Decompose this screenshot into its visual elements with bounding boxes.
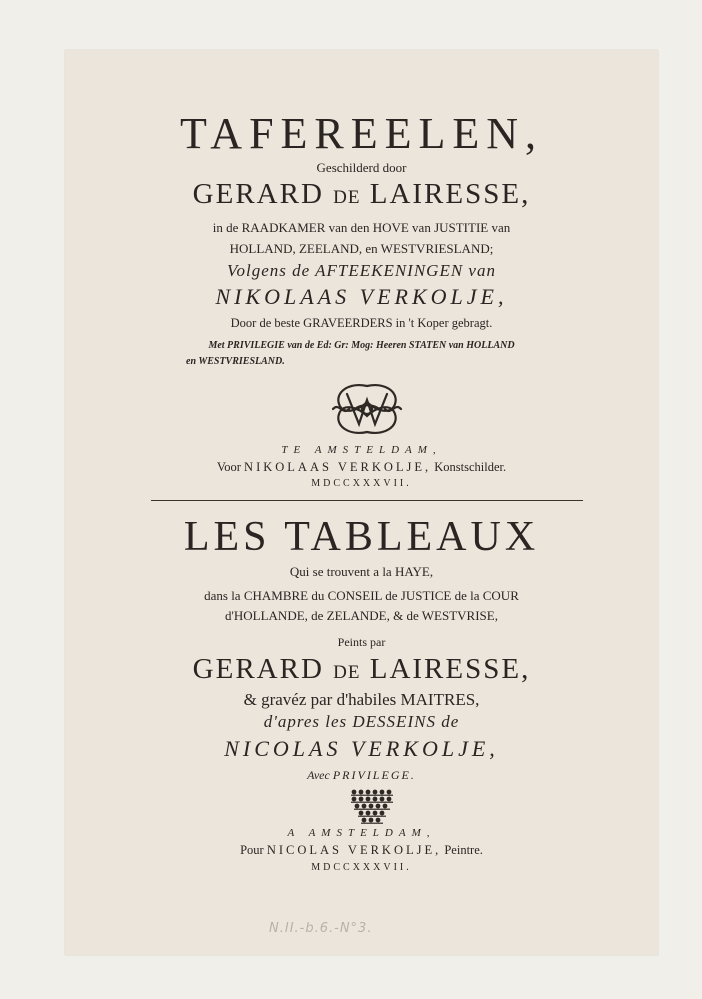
publisher-role: Konstschilder. [434, 460, 507, 474]
dutch-imprint-date: MDCCXXXVII. [311, 478, 412, 489]
section-divider [151, 500, 583, 501]
french-draughtsman: NICOLAS VERKOLJE, [224, 736, 499, 761]
publisher-name: NICOLAS VERKOLJE, [266, 843, 442, 857]
dutch-volgens-line: Volgens de AFTEEKENINGEN van [227, 261, 496, 280]
dutch-imprint-publisher [65, 460, 658, 475]
painter-last-name: LAIRESSE, [369, 178, 531, 210]
publisher-prefix: Voor [216, 460, 241, 474]
painter-first-name: GERARD [192, 178, 324, 210]
dutch-painter-name [65, 178, 658, 211]
dutch-privilege-line-1: Met PRIVILEGIE van de Ed: Gr: Mog: Heeren STATEN van HOLLAND [208, 340, 515, 351]
publisher-prefix: Pour [240, 843, 264, 857]
painter-first-name: GERARD [192, 653, 324, 685]
fleuron-ornament-icon [345, 788, 399, 828]
dutch-location-line: in de RAADKAMER van den HOVE van JUSTITIE van [212, 220, 511, 235]
privilege-prefix: Avec [307, 768, 330, 782]
french-dapres-line: d'apres les DESSEINS de [263, 712, 460, 731]
dutch-imprint-place: TE AMSTELDAM, [281, 444, 442, 456]
dutch-subtitle: Geschilderd door [316, 160, 407, 175]
monogram-ornament-icon [329, 380, 405, 438]
privilege-word: PRIVILEGE. [332, 768, 416, 782]
title-page-sheet [65, 50, 658, 955]
painter-last-name: LAIRESSE, [369, 653, 531, 685]
pencil-shelfmark: N.II.-b.6.-N°3. [269, 921, 373, 936]
french-imprint-place: A AMSTELDAM, [287, 827, 436, 839]
french-privilege-line [65, 768, 658, 783]
dutch-provinces-line: HOLLAND, ZEELAND, en WESTVRIESLAND; [229, 241, 494, 256]
french-chamber-line: dans la CHAMBRE du CONSEIL de JUSTICE de la COUR [204, 588, 519, 603]
french-provinces-line: d'HOLLANDE, de ZELANDE, & de WESTVRISE, [225, 608, 498, 623]
french-imprint-date: MDCCXXXVII. [311, 862, 412, 873]
dutch-title: TAFEREELEN, [179, 109, 544, 158]
french-engravers-line: & gravéz par d'habiles MAITRES, [243, 690, 480, 709]
dutch-privilege-line-2: en WESTVRIESLAND. [186, 356, 285, 367]
dutch-draughtsman: NIKOLAAS VERKOLJE, [215, 284, 508, 309]
french-peints-line: Peints par [337, 635, 386, 649]
french-painter-name [65, 653, 658, 686]
publisher-name: NIKOLAAS VERKOLJE, [244, 460, 432, 474]
painter-particle: DE [333, 662, 361, 683]
publisher-role: Peintre. [444, 843, 483, 857]
french-imprint-publisher [65, 843, 658, 858]
dutch-engravers-line: Door de beste GRAVEERDERS in 't Koper gebragt. [230, 316, 493, 330]
french-location-line: Qui se trouvent a la HAYE, [289, 564, 434, 579]
painter-particle: DE [333, 187, 361, 208]
french-title: LES TABLEAUX [183, 514, 540, 560]
